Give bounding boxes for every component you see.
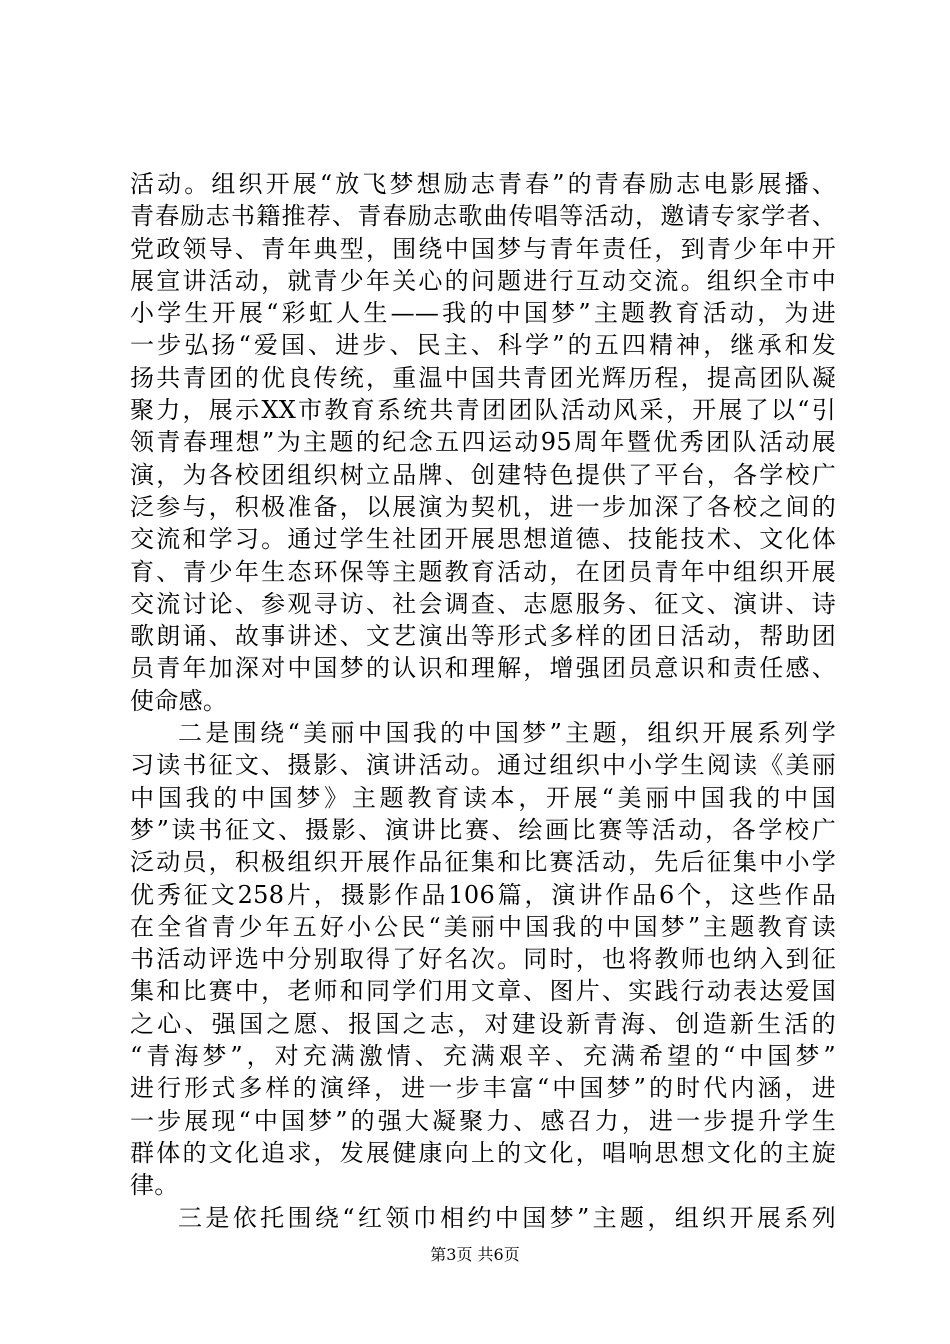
text-line: 领青春理想”为主题的纪念五四运动95周年暨优秀团队活动展 bbox=[130, 428, 836, 457]
text-line: 党政领导、青年典型，围绕中国梦与青年责任，到青少年中开 bbox=[130, 234, 836, 263]
text-line: 育、青少年生态环保等主题教育活动，在团员青年中组织开展 bbox=[130, 557, 836, 586]
text-line: 展宣讲活动，就青少年关心的问题进行互动交流。组织全市中 bbox=[130, 266, 836, 295]
text-line: 交流讨论、参观寻访、社会调查、志愿服务、征文、演讲、诗 bbox=[130, 589, 836, 618]
text-line: 优秀征文258片，摄影作品106篇，演讲作品6个，这些作品 bbox=[130, 880, 836, 909]
text-line: 三是依托围绕“红领巾相约中国梦”主题，组织开展系列 bbox=[178, 1203, 836, 1232]
text-line: 演，为各校团组织树立品牌、创建特色提供了平台，各学校广 bbox=[130, 460, 836, 489]
text-line: 歌朗诵、故事讲述、文艺演出等形式多样的团日活动，帮助团 bbox=[130, 622, 836, 651]
text-line: 一步展现“中国梦”的强大凝聚力、感召力，进一步提升学生 bbox=[130, 1106, 836, 1135]
text-line: 二是围绕“美丽中国我的中国梦”主题，组织开展系列学 bbox=[178, 719, 836, 748]
text-line: 一步弘扬“爱国、进步、民主、科学”的五四精神，继承和发 bbox=[130, 331, 836, 360]
text-line: 习读书征文、摄影、演讲活动。通过组织中小学生阅读《美丽 bbox=[130, 751, 836, 780]
text-line: 梦”读书征文、摄影、演讲比赛、绘画比赛等活动，各学校广 bbox=[130, 815, 836, 844]
text-line: 进行形式多样的演绎，进一步丰富“中国梦”的时代内涵，进 bbox=[130, 1074, 836, 1103]
text-line: “青海梦”，对充满激情、充满艰辛、充满希望的“中国梦” bbox=[130, 1042, 836, 1071]
text-line: 交流和学习。通过学生社团开展思想道德、技能技术、文化体 bbox=[130, 525, 836, 554]
text-line: 活动。组织开展“放飞梦想励志青春”的青春励志电影展播、 bbox=[130, 170, 836, 198]
text-line: 员青年加深对中国梦的认识和理解，增强团员意识和责任感、 bbox=[130, 654, 836, 683]
text-line: 书活动评选中分别取得了好名次。同时，也将教师也纳入到征 bbox=[130, 945, 836, 974]
text-line: 扬共青团的优良传统，重温中国共青团光辉历程，提高团队凝 bbox=[130, 363, 836, 392]
text-line: 青春励志书籍推荐、青春励志歌曲传唱等活动，邀请专家学者、 bbox=[130, 202, 836, 231]
text-line: 在全省青少年五好小公民“美丽中国我的中国梦”主题教育读 bbox=[130, 912, 836, 941]
paragraph bbox=[130, 717, 836, 1201]
text-line: 使命感。 bbox=[130, 686, 228, 715]
text-line: 集和比赛中，老师和同学们用文章、图片、实践行动表达爱国 bbox=[130, 977, 836, 1006]
paragraph bbox=[130, 168, 836, 717]
text-line: 聚力，展示XX市教育系统共青团团队活动风采，开展了以“引 bbox=[130, 396, 836, 425]
page-number-footer: 第3页 共6页 bbox=[430, 1245, 520, 1264]
text-line: 泛参与，积极准备，以展演为契机，进一步加深了各校之间的 bbox=[130, 492, 836, 521]
paragraph bbox=[130, 1202, 836, 1234]
text-line: 之心、强国之愿、报国之志，对建设新青海、创造新生活的 bbox=[130, 1009, 836, 1038]
document-body bbox=[130, 168, 836, 1234]
text-line: 泛动员，积极组织开展作品征集和比赛活动，先后征集中小学 bbox=[130, 848, 836, 877]
text-line: 小学生开展“彩虹人生——我的中国梦”主题教育活动，为进 bbox=[130, 299, 836, 328]
text-line: 律。 bbox=[130, 1171, 179, 1200]
text-line: 中国我的中国梦》主题教育读本，开展“美丽中国我的中国 bbox=[130, 783, 836, 812]
text-line: 群体的文化追求，发展健康向上的文化，唱响思想文化的主旋 bbox=[130, 1138, 836, 1167]
